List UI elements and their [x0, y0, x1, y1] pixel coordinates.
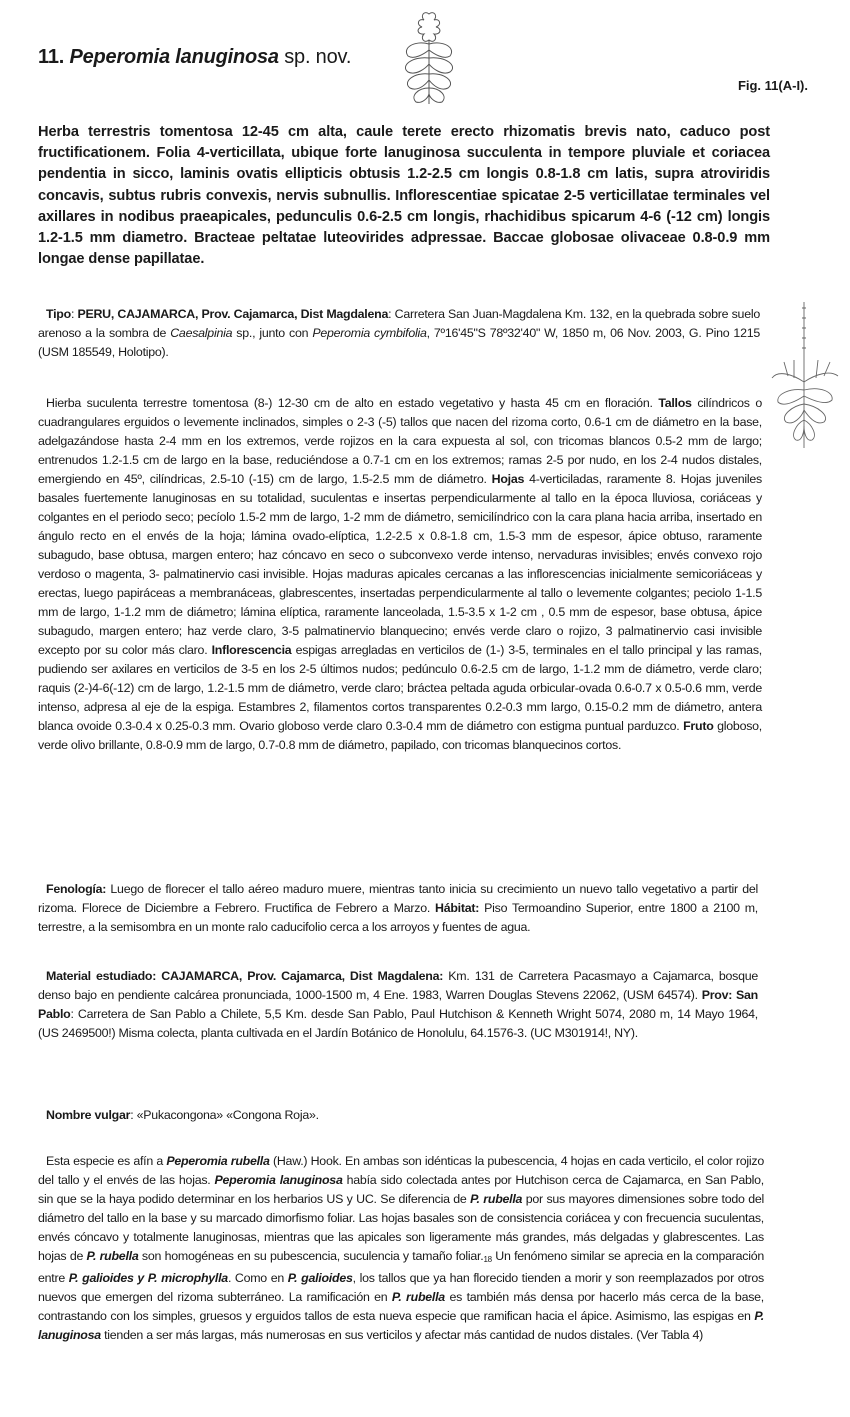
fruto-label: Fruto	[683, 719, 714, 733]
material-text-2: : Carretera de San Pablo a Chilete, 5,5 Km. desde San Pablo, Paul Hutchison & Kenneth Wright 5074, 2080 m, 14 Mayo 1964, (US 2469500!) Misma colecta, planta cultivada en el Jardín Botánico de Honolulu, 64.1576-3. (UC M301914!, NY).	[38, 1007, 758, 1040]
species-status: sp. nov.	[284, 46, 352, 68]
discussion-text: Esta especie es afín a	[46, 1154, 167, 1168]
fruto-text: globoso, verde olivo brillante, 0.8-0.9 mm de largo, 0.7-0.8 mm de diámetro, papilado, con tricomas blanquecinos cortos.	[38, 719, 762, 752]
discussion-text: , los tallos que ya han florecido tienden a morir y son reemplazados por otros nuevos que emergen del rizoma subterráneo. La ramificación en	[38, 1271, 765, 1304]
type-specimen-paragraph: Tipo: PERU, CAJAMARCA, Prov. Cajamarca, Dist Magdalena: Carretera San Juan-Magdalena Km. 132, en la quebrada sobre suelo arenoso a la sombra de Caesalpinia sp., junto con Peperomia cymbifolia, 7º16'45"S 78º32'40" W, 1850 m, 06 Nov. 2003, G. Pino 1215 (USM 185549, Holotipo).	[38, 307, 761, 359]
material-studied-paragraph	[38, 967, 758, 1043]
description-intro: Hierba suculenta terrestre tomentosa (8-) 12-30 cm de alto en estado vegetativo y hasta 45 cm en floración.	[46, 396, 653, 410]
plant-sketch-side-icon	[768, 298, 846, 463]
tipo-text-1: Carretera San Juan-Magdalena Km. 132, en la quebrada sobre suelo arenoso a la sombra de	[38, 307, 760, 340]
tipo-locality: PERU, CAJAMARCA, Prov. Cajamarca, Dist Magdalena	[77, 307, 389, 321]
hojas-label: Hojas	[491, 472, 525, 486]
discussion-paragraph	[38, 1152, 764, 1345]
tipo-text-2: sp., junto con	[232, 326, 313, 340]
species-ref: Peperomia rubella	[166, 1154, 270, 1168]
vulgar-text: : «Pukacongona» «Congona Roja».	[130, 1108, 319, 1122]
inflorescencia-label: Inflorescencia	[211, 643, 292, 657]
discussion-text: tienden a ser más largas, más numerosas en sus verticilos y afectar más cantidad de nudos distales. (Ver Tabla 4)	[100, 1328, 704, 1342]
tipo-text-3: , 7º16'45"S 78º32'40" W, 1850 m, 06 Nov. 2003, G. Pino 1215 (USM 185549, Holotipo).	[38, 326, 761, 359]
discussion-text: son homogéneas en su pubescencia, suculencia y tamaño foliar.	[138, 1249, 484, 1263]
species-ref: P. rubella	[86, 1249, 139, 1263]
material-text-1: Km. 131 de Carretera Pacasmayo a Cajamarca, bosque denso bajo en pendiente calcárea pronunciada, 1000-1500 m, 4 Ene. 1983, Warren Douglas Stevens 22062, (USM 64574).	[38, 969, 758, 1002]
species-ref: P. galioides y P. microphylla	[68, 1271, 228, 1285]
tipo-associate: Peperomia cymbifolia	[312, 326, 427, 340]
page-title	[38, 46, 438, 69]
discussion-text: . Como en	[227, 1271, 288, 1285]
species-name: Peperomia lanuginosa	[69, 46, 279, 68]
material-label: Material estudiado: CAJAMARCA, Prov. Cajamarca, Dist Magdalena:	[46, 969, 444, 983]
species-ref: P. rubella	[470, 1192, 523, 1206]
habitat-label: Hábitat:	[435, 901, 480, 915]
discussion-text: por sus mayores dimensiones sobre todo del diámetro del tallo en la base y su marcado dimorfismo foliar. Las hojas basales son de consistencia coriácea y con frecuencia suculentas, envés cóncavo y totalmente lanuginosas, mientras que las apicales son ligeramente más grandes, más delgadas y glabrescentes. Las hojas de	[38, 1192, 764, 1263]
tallos-text: cilíndricos o cuadrangulares erguidos o levemente inclinados, simples o 2-3 (-5) tallos que nacen del rizoma corto, 0.6-1 cm de diámetro en la base, adelgazándose hasta 2-4 mm en los extremos, verde rojizos en la cara expuesta al sol, con tricomas blancos 0.5-2 mm de largo; entrenudos 1.2-1.5 cm de largo en la base, reduciéndose a 0.7-1 cm en los extremos; ramas 2-5 por nudo, en los 2-4 nudos distales, emergiendo en 45º, cilíndricas, 2.5-10 (-15) cm de largo, 1.5-2.5 mm de diámetro.	[38, 396, 762, 486]
reference-number: 18	[483, 1255, 492, 1264]
fenologia-label: Fenología:	[46, 882, 107, 896]
discussion-text: es también más densa por hacerlo más cerca de la base, contrastando con los simples, gruesos y erguidos tallos de esta nueva especie que ramifican hacia el ápice. Asimismo, las espigas en	[38, 1290, 764, 1323]
discussion-text: (Haw.) Hook. En ambas son idénticas la pubescencia, 4 hojas en cada verticilo, el color rojizo del tallo y el envés de las hojas.	[38, 1154, 764, 1187]
figure-reference: Fig. 11(A-I).	[737, 78, 808, 93]
species-ref: Peperomia lanuginosa	[214, 1173, 343, 1187]
vulgar-label: Nombre vulgar	[46, 1108, 131, 1122]
species-ref: P. rubella	[391, 1290, 445, 1304]
tipo-host: Caesalpinia	[170, 326, 233, 340]
discussion-text: Un fenómeno similar se aprecia en la comparación entre	[38, 1249, 764, 1285]
discussion-text: había sido colectada antes por Hutchison cerca de Cajamarca, en San Pablo, sin que se la haya podido determinar en los herbarios US y UC. Se diferencia de	[38, 1173, 764, 1206]
tipo-label: Tipo	[46, 307, 71, 321]
fenologia-text: Luego de florecer el tallo aéreo maduro muere, mientras tanto inicia su crecimiento un nuevo tallo vegetativo a partir del rizoma. Florece de Diciembre a Febrero. Fructifica de Febrero a Marzo.	[38, 882, 758, 915]
phenology-paragraph	[38, 880, 758, 937]
species-number: 11.	[38, 46, 65, 68]
species-ref: P. galioides	[287, 1271, 353, 1285]
hojas-text: 4-verticiladas, raramente 8. Hojas juveniles basales fuertemente lanuginosas en su totalidad, suculentas e insertas perpendicularmente al tallo en la época lluviosa, coriáceas y colgantes en el periodo seco; pecíolo 1.5-2 mm de largo, 1-2 mm de diámetro, semicilíndrico con la cara plana hacia arriba, insertado en ángulo recto en el envés de la hoja; lámina ovado-elíptica, 1.2-2.5 x 0.8-1.8 cm, 1.5-3 mm de espesor, ápice obtuso, raramente subagudo, base obtusa, margen entero; haz cóncavo en seco o subconvexo verde intenso, nervaduras invisibles; envés convexo rojo verdoso o magenta, 3- palmatinervio casi invisible. Hojas maduras apicales cercanas a las inflorescencias inicialmente semicoriáceas y erectas, luego papiráceas a membranáceas, glabrescentes, insertadas perpendicularmente al tallo o levemente colgantes; peciolo 1-1.5 mm de largo, 1-1.2 mm de diámetro; lámina elíptica, raramente lanceolada, 1.5-3.5 x 1-2 cm , 0.5 mm de espesor, base obtusa, ápice subagudo, margen entero; haz verde claro, 3-5 palmatinervio blanquecino; envés verde claro o rojizo, 3 palmatinervio casi invisible excepto por su color más claro.	[38, 472, 762, 657]
species-ref: P. lanuginosa	[38, 1309, 764, 1342]
tallos-label: Tallos	[658, 396, 692, 410]
morphological-description	[38, 394, 762, 755]
inflorescencia-text: espigas arregladas en verticilos de (1-) 3-5, terminales en el tallo principal y las ramas, pudiendo ser axilares en verticilos de 3-5 en los 2-5 últimos nudos; pedúnculo 0.6-2.5 cm de largo, 1-1.2 mm de diámetro, verde claro; raquis (2-)4-6(-12) cm de largo, 1.2-1.5 mm de diámetro, verde claro; bráctea peltada aguda orbicular-ovada 0.6-0.7 x 0.5-0.6 mm, verde intenso, adpresa al eje de la espiga. Estambres 2, filamentos cortos transparentes 0.2-0.3 mm largo, 0.15-0.2 mm de diámetro, antera blanca ovoide 0.3-0.4 x 0.25-0.3 mm. Ovario globoso verde claro 0.3-0.4 mm de diámetro con estigma puntual parduzco.	[38, 643, 762, 733]
habitat-text: Piso Termoandino Superior, entre 1800 a 2100 m, terrestre, a la semisombra en un monte ralo caducifolio cerca a los arroyos y fuentes de agua.	[38, 901, 758, 934]
latin-diagnosis: Herba terrestris tomentosa 12-45 cm alta, caule terete erecto rhizomatis brevis nato, caduco post fructificationem. Folia 4-verticillata, ubique forte lanuginosa succulenta in tempore pluviale et coriacea pendentia in sicco, laminis ovatis ellipticis obtusis 1.2-2.5 cm longis 0.8-1.8 cm latis, supra atroviridis concavis, subtus rubris convexis, nervis subnullis. Inflorescentiae spicatae 2-5 verticillatae terminales vel axillares in nodibus praeapicales, pedunculis 0.6-2.5 cm longis, rhachidibus spicarum 4-6 (-12 cm) longis 1.2-1.5 mm diametro. Bracteae peltatae luteovirides adpressae. Baccae globosae olivaceae 0.8-0.9 mm longae dense papillatae.	[38, 124, 770, 268]
prov-san-pablo-label: Prov: San Pablo	[38, 988, 758, 1021]
species-heading	[38, 46, 438, 69]
common-name-paragraph	[38, 1106, 758, 1125]
